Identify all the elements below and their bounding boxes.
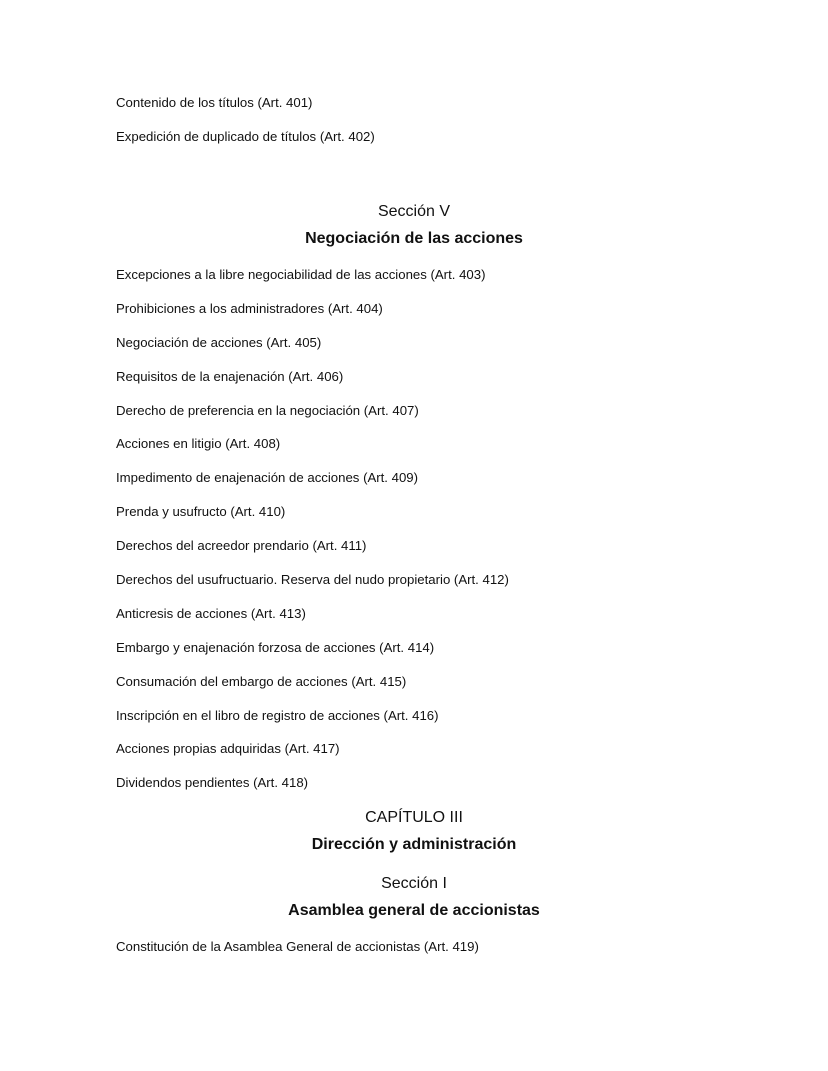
chapter-iii-label: CAPÍTULO III <box>365 809 463 826</box>
toc-entry-art-404: Prohibiciones a los administradores (Art. 404) <box>116 301 383 316</box>
toc-entry-art-414: Embargo y enajenación forzosa de acciones (Art. 414) <box>116 640 435 655</box>
chapter-iii-title: Dirección y administración <box>311 836 517 853</box>
toc-entry-art-406: Requisitos de la enajenación (Art. 406) <box>116 369 344 384</box>
toc-entry-art-411: Derechos del acreedor prendario (Art. 411) <box>116 538 367 553</box>
toc-entry-art-415: Consumación del embargo de acciones (Art. 415) <box>116 674 407 689</box>
toc-entry-art-405: Negociación de acciones (Art. 405) <box>116 335 322 350</box>
section-v-title: Negociación de las acciones <box>305 230 523 247</box>
toc-entry-art-409: Impedimento de enajenación de acciones (Art. 409) <box>116 470 419 485</box>
toc-entry-art-419: Constitución de la Asamblea General de accionistas (Art. 419) <box>116 939 479 954</box>
toc-entry-art-408: Acciones en litigio (Art. 408) <box>116 436 281 451</box>
toc-entry-art-416: Inscripción en el libro de registro de acciones (Art. 416) <box>116 708 439 723</box>
toc-entry-art-407: Derecho de preferencia en la negociación (Art. 407) <box>116 403 419 418</box>
toc-entry-art-417: Acciones propias adquiridas (Art. 417) <box>116 741 340 756</box>
toc-entry-art-403: Excepciones a la libre negociabilidad de las acciones (Art. 403) <box>116 267 486 282</box>
toc-entry-art-402: Expedición de duplicado de títulos (Art. 402) <box>116 129 375 144</box>
section-i-title: Asamblea general de accionistas <box>288 902 540 919</box>
toc-entry-art-413: Anticresis de acciones (Art. 413) <box>116 606 306 621</box>
toc-entry-art-418: Dividendos pendientes (Art. 418) <box>116 775 309 790</box>
toc-entry-art-410: Prenda y usufructo (Art. 410) <box>116 504 286 519</box>
toc-entry-art-412: Derechos del usufructuario. Reserva del nudo propietario (Art. 412) <box>116 572 509 587</box>
section-i-label: Sección I <box>381 875 447 892</box>
toc-entry-art-401: Contenido de los títulos (Art. 401) <box>116 95 313 110</box>
section-v-label: Sección V <box>377 203 451 220</box>
